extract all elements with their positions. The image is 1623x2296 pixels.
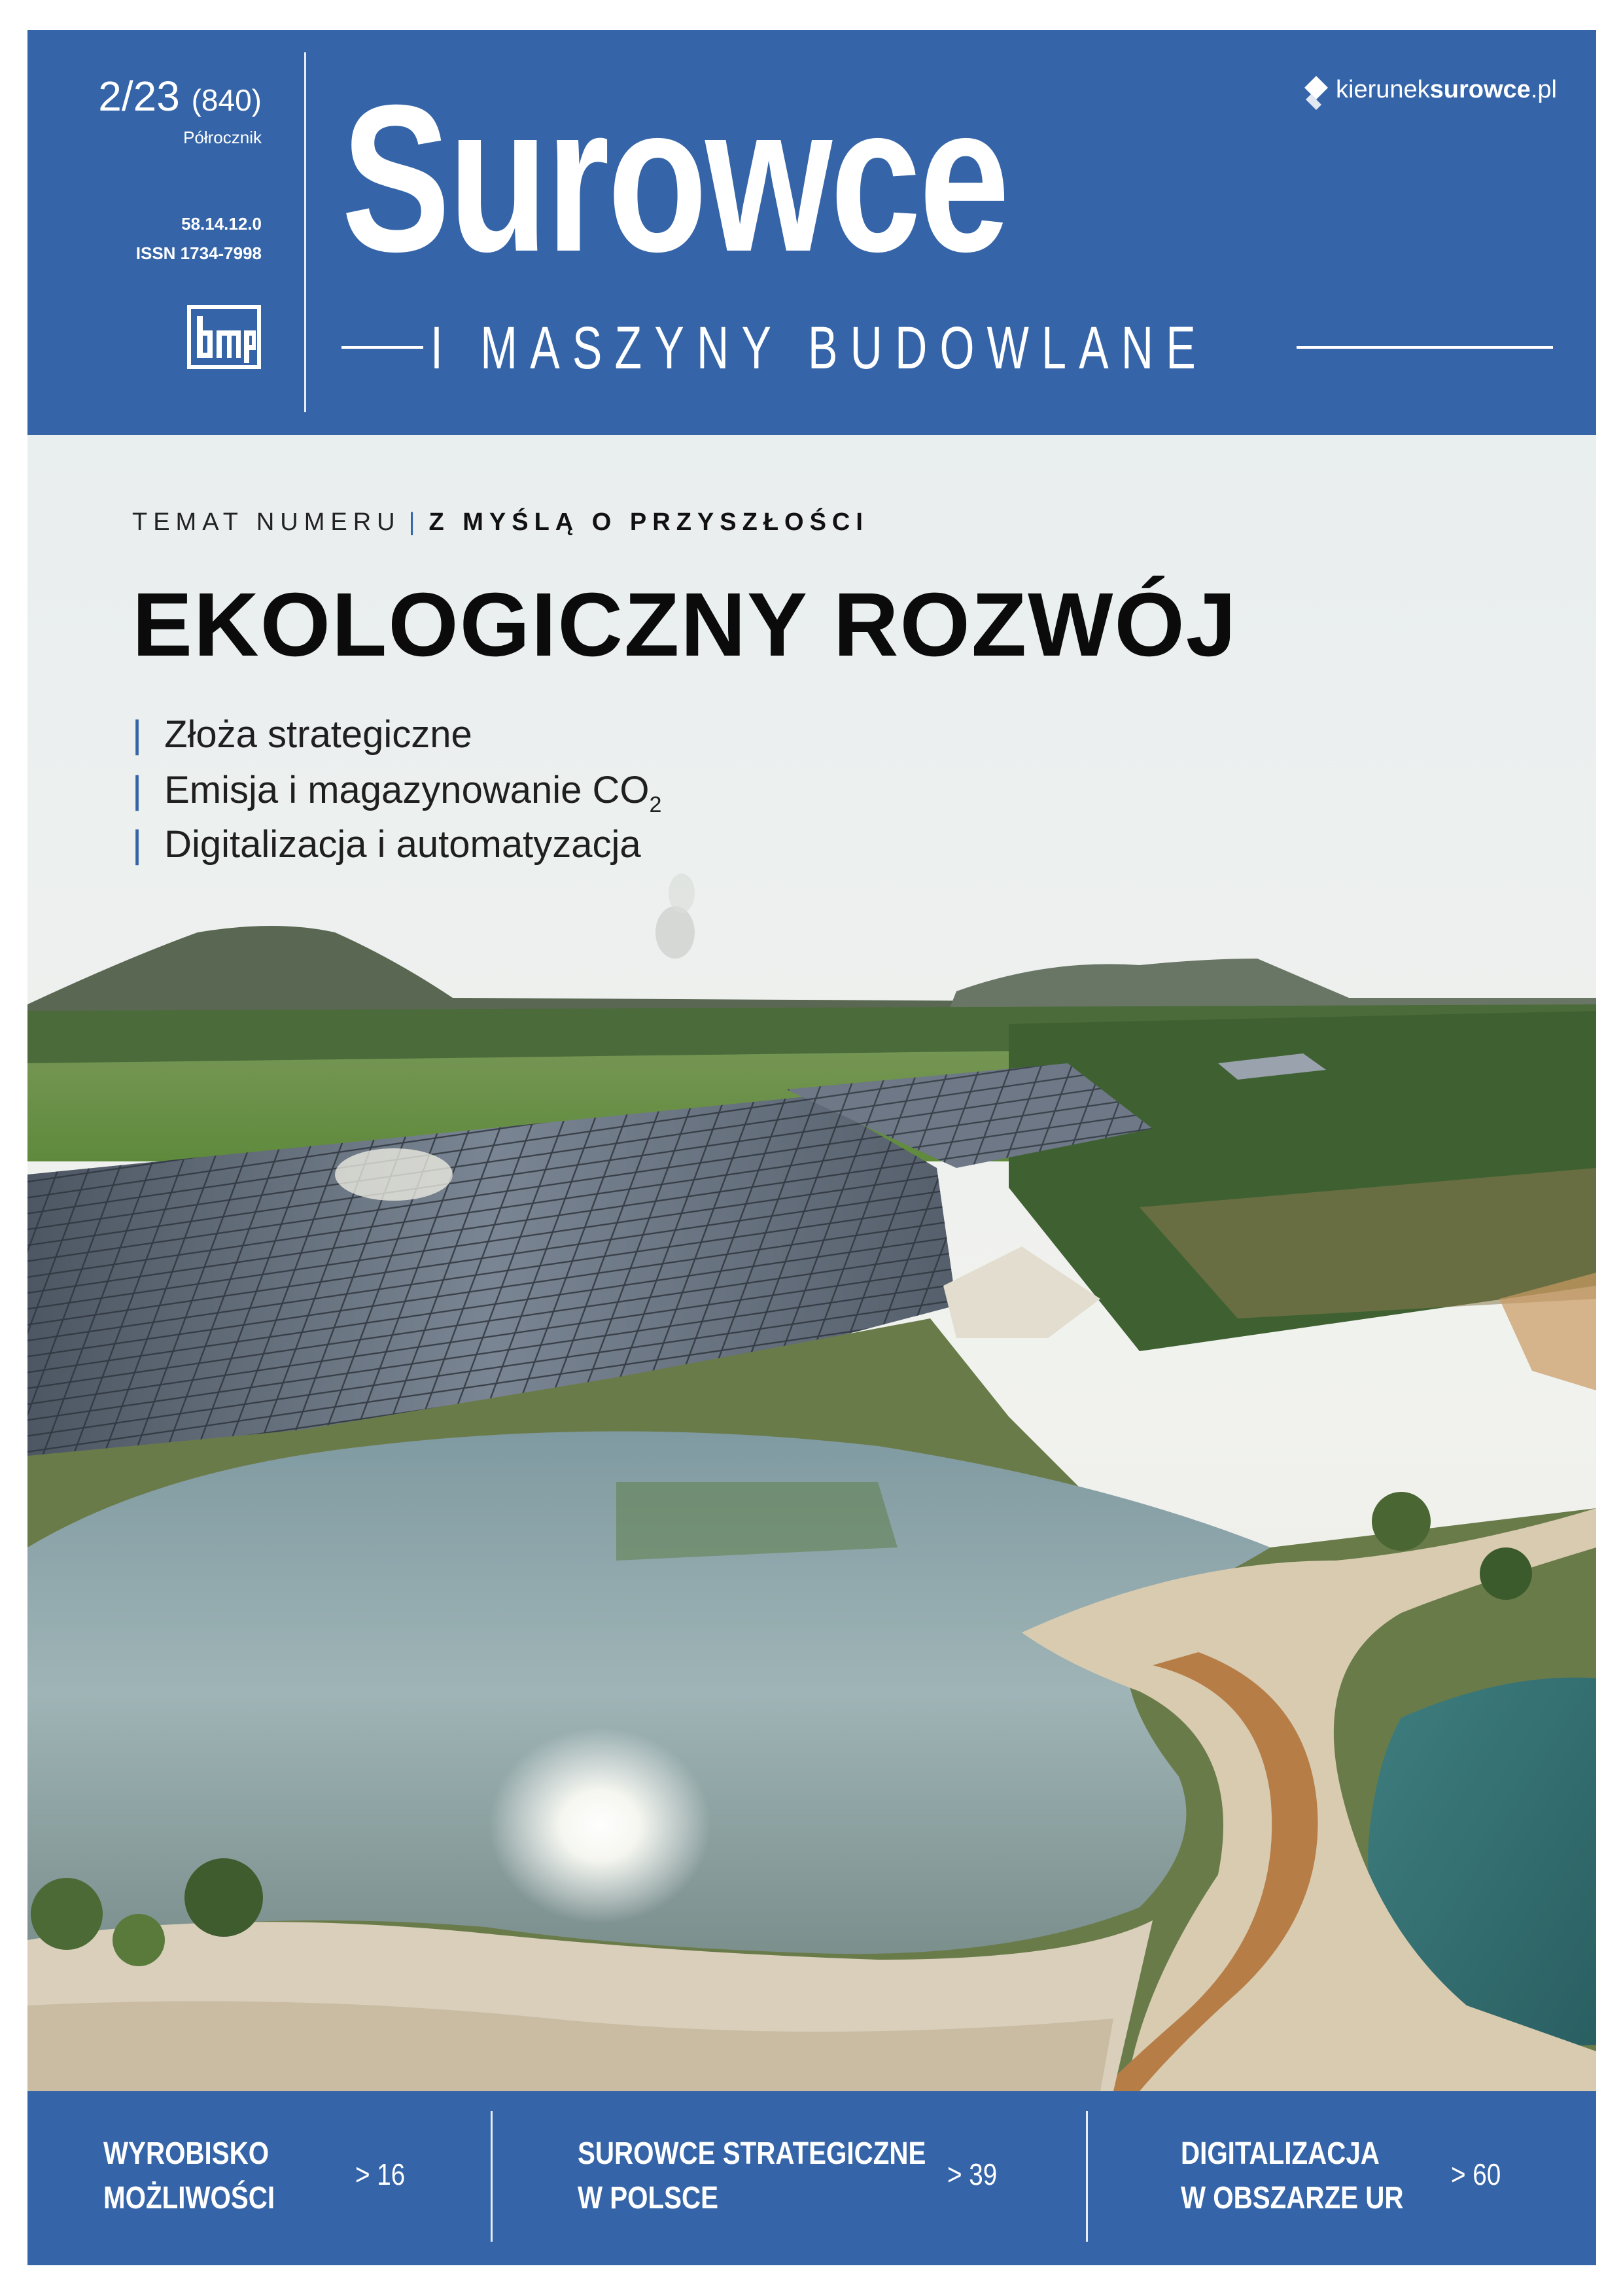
kicker-topic: Z MYŚLĄ O PRZYSZŁOŚCI (428, 508, 869, 536)
issn: ISSN 1734-7998 (135, 243, 262, 263)
website-link[interactable]: kieruneksurowce.pl (1336, 76, 1557, 103)
bmp-publisher-logo (186, 304, 262, 370)
bullet-mark: | (132, 769, 143, 811)
magazine-subtitle: I MASZYNY BUDOWLANE (430, 315, 1208, 381)
masthead-divider (304, 52, 306, 412)
issue-number: 2/23 (840) (98, 73, 262, 120)
footer-article-page: > 16 (355, 2157, 406, 2191)
cover-photo (27, 435, 1596, 2091)
subtitle-rule-left (341, 346, 423, 349)
subtitle-rule-right (1297, 346, 1553, 349)
footer-article-title[interactable]: SUROWCE STRATEGICZNE W POLSCE (578, 2136, 926, 2216)
footer-article-page: > 60 (1451, 2157, 1501, 2191)
cover-kicker (132, 508, 869, 537)
kicker-label: TEMAT NUMERU (132, 508, 401, 536)
footer-article-title[interactable]: DIGITALIZACJA W OBSZARZE UR (1181, 2136, 1404, 2216)
classification-code: 58.14.12.0 (181, 214, 262, 234)
diamond-logo-icon (1302, 75, 1331, 111)
issue-frequency: Półrocznik (183, 128, 262, 147)
footer-divider (1086, 2111, 1088, 2242)
bullet-mark: | (132, 713, 143, 756)
cover-bullet: | Emisja i magazynowanie $CO_2$ (132, 769, 662, 817)
footer-article-title[interactable]: WYROBISKO MOŻLIWOŚCI (103, 2136, 275, 2216)
kicker-separator: | (408, 508, 421, 536)
cover-headline: EKOLOGICZNY ROZWÓJ (132, 574, 1238, 675)
footer-divider (491, 2111, 493, 2242)
issue-total: (840) (191, 83, 262, 117)
bullet-mark: | (132, 823, 143, 866)
footer-article-page: > 39 (947, 2157, 998, 2191)
cover-bullet: | Digitalizacja i automatyzacja (132, 823, 641, 866)
magazine-title: Surowce (341, 61, 1008, 295)
cover-bullet: | Złoża strategiczne (132, 713, 472, 756)
